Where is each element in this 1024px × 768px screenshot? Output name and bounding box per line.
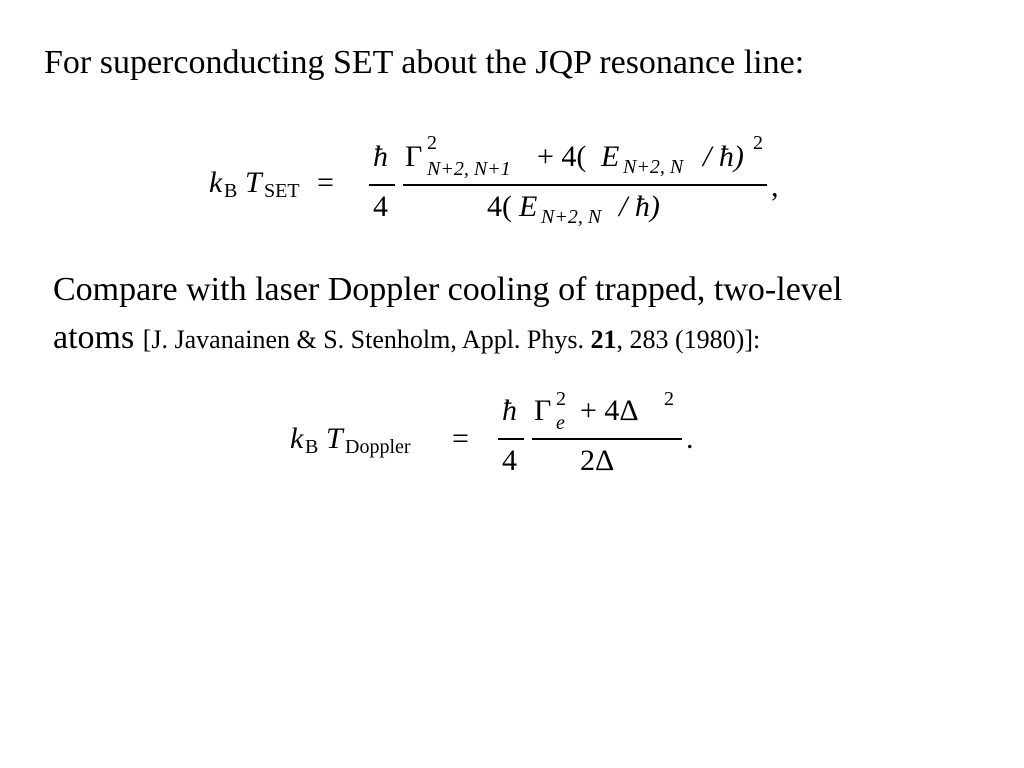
eq1-den-four: 4( <box>487 190 512 223</box>
eq2-denominator: 2Δ <box>580 444 615 477</box>
eq1-gamma-sub: N+2, N+1 <box>427 158 511 180</box>
comparison-paragraph <box>53 266 1013 364</box>
paragraph-atoms: atoms <box>53 319 143 356</box>
eq2-equals: = <box>452 422 469 455</box>
eq2-gamma: Γ <box>534 394 552 427</box>
eq1-T: T <box>245 166 262 199</box>
eq2-gamma-sub: e <box>556 412 565 434</box>
eq1-prefactor-num: ħ <box>373 140 388 173</box>
eq1-trailing-comma: , <box>771 170 779 203</box>
eq1-prefactor-den: 4 <box>373 190 388 223</box>
eq2-prefactor-den: 4 <box>502 444 517 477</box>
eq2-T-sub: Doppler <box>345 436 411 458</box>
eq1-plus-term: + 4( <box>537 140 587 173</box>
citation-volume: 21 <box>590 325 617 354</box>
eq2-gamma-sup: 2 <box>556 388 566 410</box>
eq2-prefactor-bar <box>498 438 524 440</box>
paragraph-line-2 <box>53 314 1013 364</box>
eq1-T-sub: SET <box>264 180 300 202</box>
slide-heading: For superconducting SET about the JQP resonance line: <box>44 44 805 81</box>
eq1-den-E-sub: N+2, N <box>541 206 602 228</box>
equation-set-temperature <box>205 128 785 238</box>
eq2-k-sub: B <box>305 436 319 458</box>
citation <box>143 325 760 354</box>
eq2-trailing-period: . <box>686 422 694 455</box>
eq1-gamma: Γ <box>405 140 423 173</box>
eq2-numerator-rest: + 4Δ <box>580 394 639 427</box>
eq1-k-sub: B <box>224 180 238 202</box>
eq1-close-sup: 2 <box>753 132 763 154</box>
eq2-main-bar <box>532 438 682 440</box>
eq2-k: k <box>290 422 304 455</box>
eq2-T: T <box>326 422 343 455</box>
eq1-main-bar <box>403 184 767 186</box>
eq1-k: k <box>209 166 223 199</box>
eq1-den-slash-hbar: / ħ) <box>619 190 660 223</box>
paragraph-line-1: Compare with laser Doppler cooling of trapped, two-level <box>53 271 843 308</box>
eq1-E-sub: N+2, N <box>623 156 684 178</box>
eq1-gamma-sup: 2 <box>427 132 437 154</box>
citation-post: , 283 (1980)]: <box>616 325 761 354</box>
eq1-equals: = <box>317 166 334 199</box>
eq2-numerator-rest-sup: 2 <box>664 388 674 410</box>
eq1-E: E <box>601 140 620 173</box>
equation-doppler-temperature <box>288 388 708 492</box>
citation-pre: [J. Javanainen & S. Stenholm, Appl. Phys. <box>142 325 591 354</box>
eq2-prefactor-num: ħ <box>502 394 517 427</box>
eq1-prefactor-bar <box>369 184 395 186</box>
eq1-den-E: E <box>519 190 538 223</box>
eq1-slash-hbar: / ħ) <box>703 140 744 173</box>
